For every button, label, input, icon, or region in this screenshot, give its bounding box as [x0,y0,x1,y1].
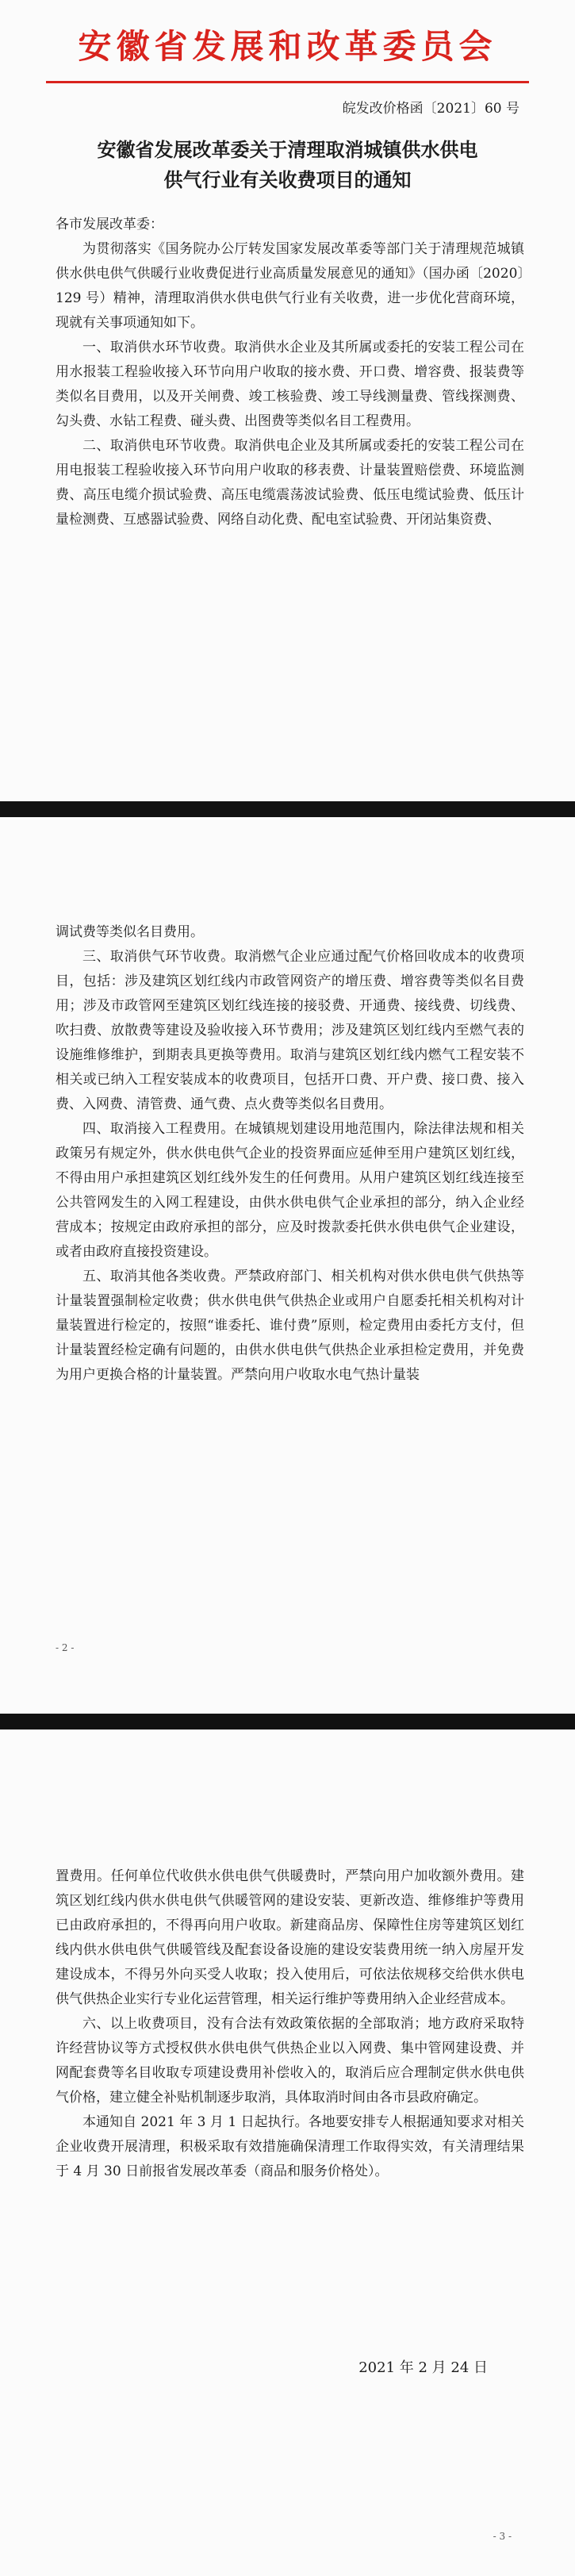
paragraph: 二、取消供电环节收费。取消供电企业及其所属或委托的安装工程公司在用电报装工程验收接入环节向用户收取的移表费、计量装置赔偿费、环境监测费、高压电缆介损试验费、高压电缆震荡波试验费、低压电缆试验费、低压计量检测费、互感器试验费、网络自动化费、配电室试验费、开闭站集资费、 [56,438,524,528]
document-number: 皖发改价格函〔2021〕60 号 [342,101,519,117]
page-3-body [56,1864,524,2184]
document-title [56,135,519,195]
paragraph: 为贯彻落实《国务院办公厅转发国家发展改革委等部门关于清理规范城镇供水供电供气供暖行业收费促进行业高质量发展意见的通知》（国办函〔2020〕129 号）精神，清理取消供水供电供气行业有关收费，进一步优化营商环境，现就有关事项通知如下。 [56,241,524,331]
paragraph: 置费用。任何单位代收供水供电供气供暖费时，严禁向用户加收额外费用。建筑区划红线内供水供电供气供暖管网的建设安装、更新改造、维修维护等费用已由政府承担的，不得再向用户收取。新建商品房、保障性住房等建筑区划红线内供水供电供气供暖管线及配套设备设施的建设安装费用统一纳入房屋开发建设成本，不得另外向买受人收取；投入使用后，可依法依规移交给供水供电供气供热企业实行专业化运营管理，相关运行维护等费用纳入企业经营成本。 [56,1868,524,2007]
page-1 [0,0,575,801]
page-2-body [56,920,524,1388]
issuing-org-header: 安徽省发展和改革委员会 [78,27,497,66]
title-line-2: 供气行业有关收费项目的通知 [163,168,412,191]
page-number: - 2 - [56,1642,75,1653]
page-2 [0,817,575,1714]
paragraph: 一、取消供水环节收费。取消供水企业及其所属或委托的安装工程公司在用水报装工程验收接入环节向用户收取的接水费、开口费、增容费、报装费等类似名目费用，以及开关闸费、竣工核验费、竣工导线测量费、管线探测费、勾头费、水钻工程费、碰头费、出图费等类似名目工程费用。 [56,340,524,429]
page-separator [0,1714,575,1729]
paragraph: 本通知自 2021 年 3 月 1 日起执行。各地要安排专人根据通知要求对相关企业收费开展清理，积极采取有效措施确保清理工作取得实效，有关清理结果于 4 月 30 日前报省发展改革委（商品和服务价格处）。 [56,2114,524,2179]
paragraph: 六、以上收费项目，没有合法有效政策依据的全部取消；地方政府采取特许经营协议等方式授权供水供电供气供热企业以入网费、集中管网建设费、并网配套费等名目收取专项建设费用补偿收入的，取消后应合理制定供水供电供气价格，建立健全补贴机制逐步取消，具体取消时间由各市县政府确定。 [56,2016,524,2106]
paragraph: 调试费等类似名目费用。 [56,924,204,940]
signature-date: 2021 年 2 月 24 日 [358,2359,488,2376]
page-number: - 3 - [493,2531,512,2542]
page-1-body [56,213,524,532]
page-3 [0,1729,575,2576]
title-line-1: 安徽省发展改革委关于清理取消城镇供水供电 [97,138,478,161]
page-separator [0,801,575,817]
paragraph: 五、取消其他各类收费。严禁政府部门、相关机构对供水供电供气供热等计量装置强制检定收费；供水供电供气供热企业或用户自愿委托相关机构对计量装置进行检定的，按照“谁委托、谁付费”原则，检定费用由委托方支付，但计量装置经检定确有问题的，由供水供电供气供热企业承担检定费用，并免费为用户更换合格的计量装置。严禁向用户收取水电气热计量装 [56,1269,524,1383]
salutation: 各市发展改革委： [56,217,163,232]
paragraph: 三、取消供气环节收费。取消燃气企业应通过配气价格回收成本的收费项目，包括：涉及建筑区划红线内市政管网资产的增压费、增容费等类似名目费用；涉及市政管网至建筑区划红线连接的接驳费、开通费、接线费、切线费、吹扫费、放散费等建设及验收接入环节费用；涉及建筑区划红线内至燃气表的设施维修维护，到期表具更换等费用。取消与建筑区划红线内燃气工程安装不相关或已纳入工程安装成本的收费项目，包括开口费、开户费、接口费、接入费、入网费、清管费、通气费、点火费等类似名目费用。 [56,949,524,1112]
red-header-rule [46,81,529,83]
paragraph: 四、取消接入工程费用。在城镇规划建设用地范围内，除法律法规和相关政策另有规定外，供水供电供气企业的投资界面应延伸至用户建筑区划红线，不得由用户承担建筑区划红线外发生的任何费用。从用户建筑区划红线连接至公共管网发生的入网工程建设，由供水供电供气企业承担的部分，纳入企业经营成本；按规定由政府承担的部分，应及时拨款委托供水供电供气企业建设，或者由政府直接投资建设。 [56,1121,524,1260]
